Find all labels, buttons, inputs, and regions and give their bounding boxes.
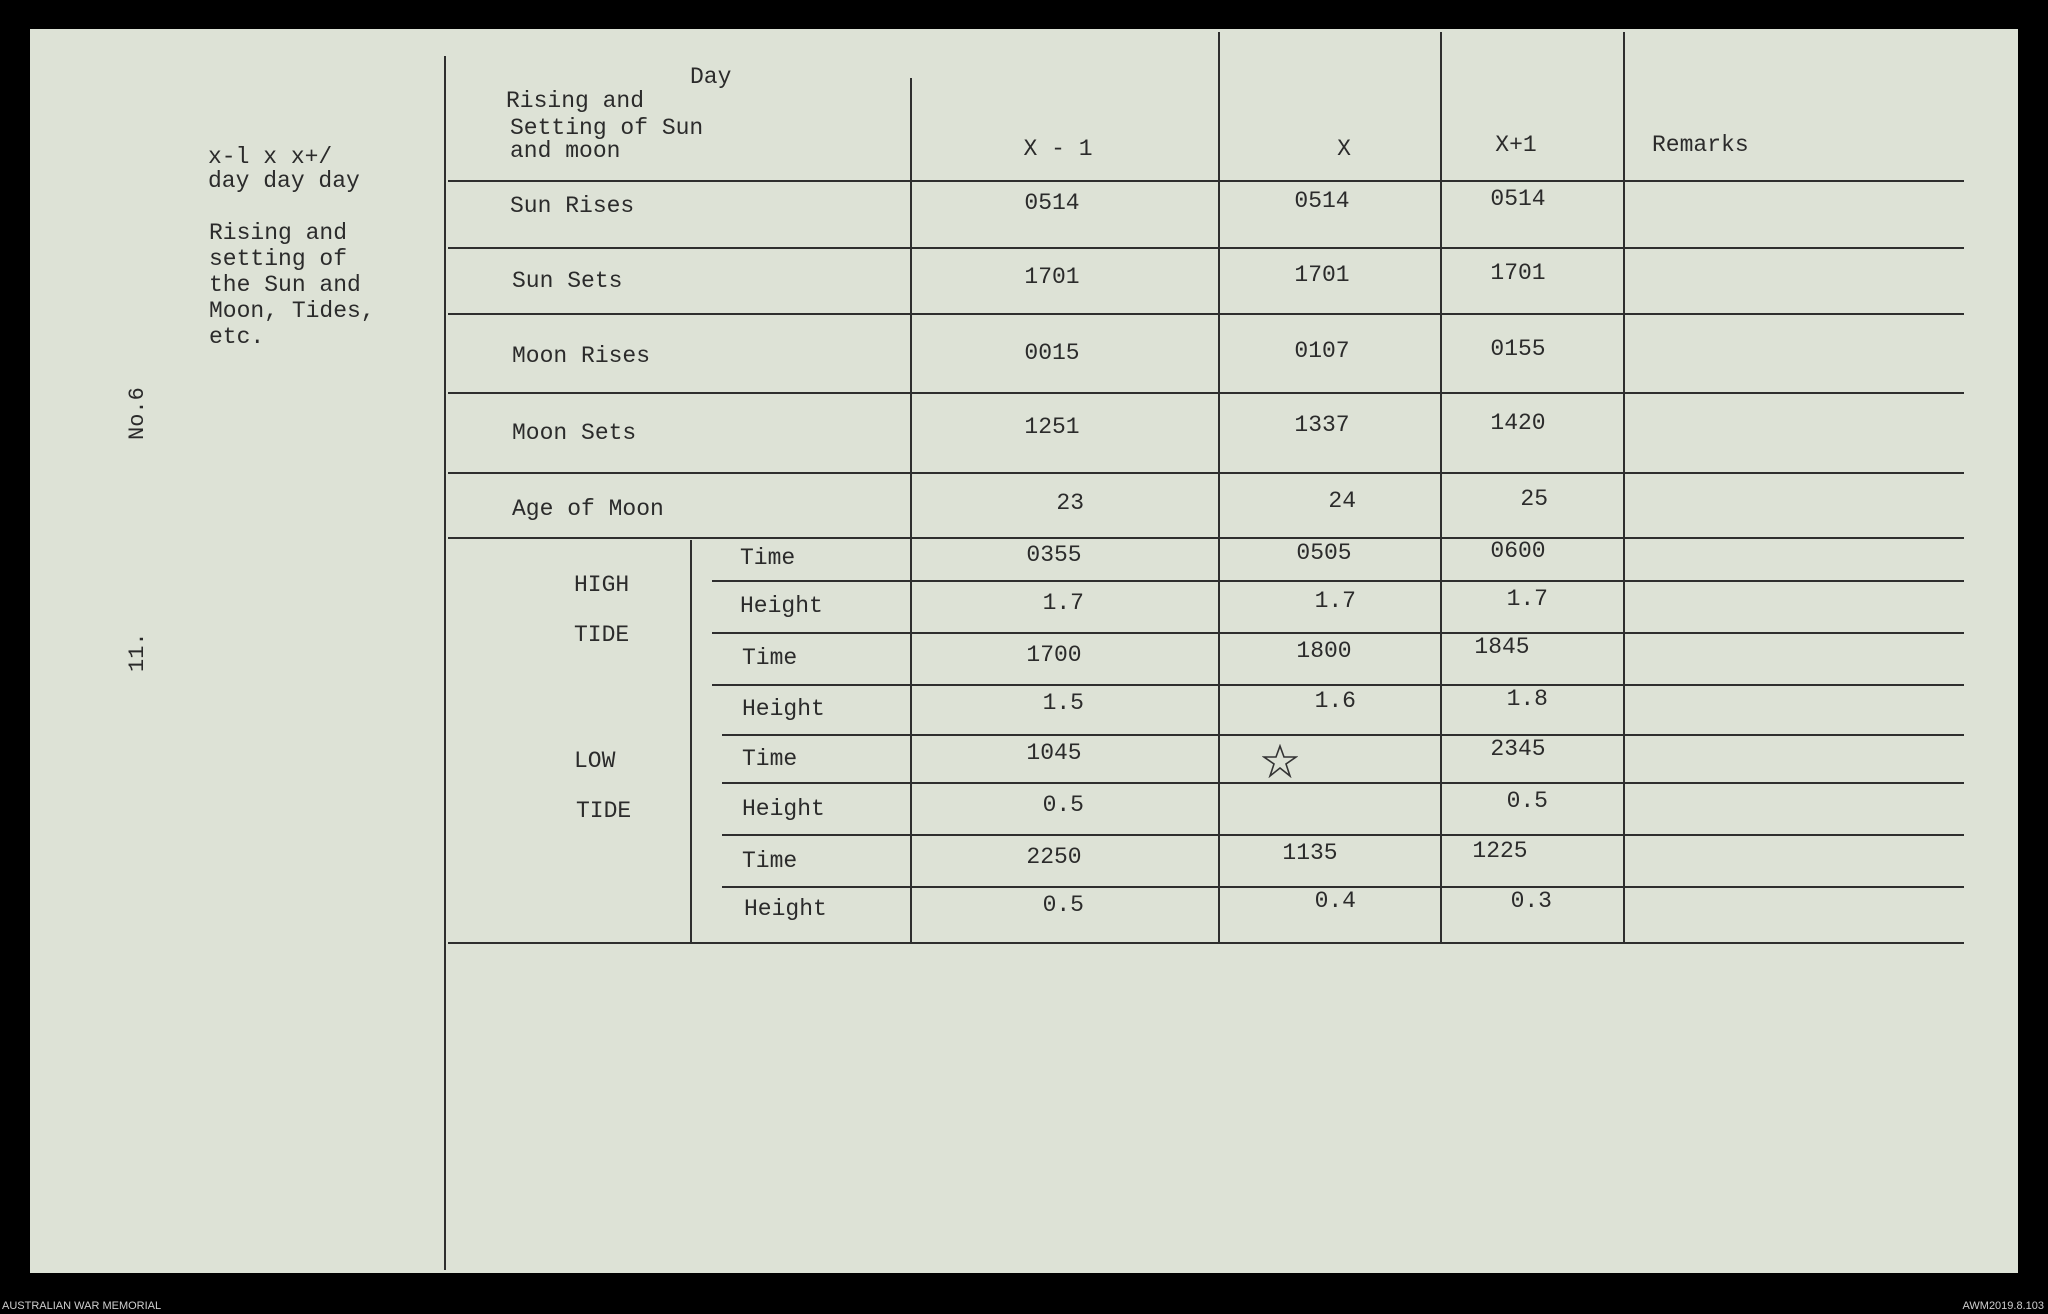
tide-row-2-x-plus-1: 1.7 [1506, 586, 1548, 612]
row-label-sun-rises: Sun Rises [510, 193, 635, 219]
legend-day-labels: day day day [208, 168, 360, 194]
high-tide-label-2: TIDE [574, 622, 630, 648]
row-rule-4 [448, 472, 1964, 474]
low-tide-label-1: LOW [574, 748, 616, 774]
tide-rule-6 [722, 834, 1964, 836]
tide-row-1-label: Time [740, 545, 796, 571]
cell-sun-sets-x: 1701 [1294, 262, 1350, 288]
tide-row-3-label: Time [742, 645, 798, 671]
legend-days: x-l x x+/ [208, 144, 333, 170]
row-label-age-of-moon: Age of Moon [512, 496, 664, 522]
high-tide-label-1: HIGH [574, 572, 630, 598]
sheet-number: No.6 [125, 387, 150, 440]
tide-row-4-x-plus-1: 1.8 [1506, 686, 1548, 712]
margin-description-3: the Sun and [209, 272, 361, 298]
tide-row-7-x-plus-1: 1225 [1472, 838, 1528, 864]
column-header-remarks: Remarks [1652, 132, 1749, 158]
cell-sun-rises-x-plus-1: 0514 [1490, 186, 1546, 212]
tide-row-4-label: Height [742, 696, 825, 722]
row-rule-1 [448, 247, 1964, 249]
header-caption-2: Setting of Sun [510, 115, 704, 141]
row-rule-3 [448, 392, 1964, 394]
cell-sun-sets-x-plus-1: 1701 [1490, 260, 1546, 286]
tide-row-5-x-plus-1: 2345 [1490, 736, 1546, 762]
header-caption-3: and moon [510, 138, 621, 164]
tide-row-4-x-minus-1: 1.5 [1042, 690, 1084, 716]
column-rule-3 [1440, 32, 1442, 944]
footer-accession-number: AWM2019.8.103 [1962, 1300, 2044, 1312]
remarks-rule [1623, 32, 1625, 944]
tide-row-8-x: 0.4 [1314, 888, 1356, 914]
column-header-x-plus-1: X+1 [1495, 132, 1537, 158]
column-header-x: X [1337, 136, 1351, 162]
cell-sun-rises-x-minus-1: 0514 [1024, 190, 1080, 216]
tide-rule-2 [712, 632, 1964, 634]
tide-row-6-x-plus-1: 0.5 [1506, 788, 1548, 814]
margin-description-4: Moon, Tides, [209, 298, 375, 324]
tide-row-6-x-minus-1: 0.5 [1042, 792, 1084, 818]
margin-description-5: etc. [209, 324, 265, 350]
tide-row-7-x: 1135 [1282, 840, 1338, 866]
cell-moon-sets-x-plus-1: 1420 [1490, 410, 1546, 436]
tide-label-rule [690, 540, 692, 944]
tide-row-5-label: Time [742, 746, 798, 772]
row-label-moon-sets: Moon Sets [512, 420, 637, 446]
cell-age-of-moon-x-minus-1: 23 [1056, 490, 1084, 516]
cell-moon-rises-x-plus-1: 0155 [1490, 336, 1546, 362]
margin-description-1: Rising and [209, 220, 348, 246]
row-rule-2 [448, 313, 1964, 315]
tide-row-7-label: Time [742, 848, 798, 874]
column-rule-2 [1218, 32, 1220, 944]
tide-row-8-x-plus-1: 0.3 [1510, 888, 1552, 914]
cell-sun-rises-x: 0514 [1294, 188, 1350, 214]
cell-sun-sets-x-minus-1: 1701 [1024, 264, 1080, 290]
tide-row-4-x: 1.6 [1314, 688, 1356, 714]
margin-description-2: setting of [209, 246, 348, 272]
tide-row-2-x-minus-1: 1.7 [1042, 590, 1084, 616]
tide-row-3-x-minus-1: 1700 [1026, 642, 1082, 668]
tide-row-8-label: Height [744, 896, 827, 922]
tide-row-3-x-plus-1: 1845 [1474, 634, 1530, 660]
tide-row-8-x-minus-1: 0.5 [1042, 892, 1084, 918]
cell-moon-rises-x: 0107 [1294, 338, 1350, 364]
row-label-moon-rises: Moon Rises [512, 343, 651, 369]
header-bottom-rule [448, 180, 1964, 182]
cell-moon-sets-x: 1337 [1294, 412, 1350, 438]
tide-row-1-x-minus-1: 0355 [1026, 542, 1082, 568]
column-header-x-minus-1: X - 1 [1023, 136, 1093, 162]
main-table-left-rule [444, 56, 446, 1270]
tide-row-2-x: 1.7 [1314, 588, 1356, 614]
tide-row-2-label: Height [740, 593, 823, 619]
tide-rule-5 [722, 782, 1964, 784]
tide-rule-3 [712, 684, 1964, 686]
row-rule-5 [448, 537, 1964, 539]
cell-moon-rises-x-minus-1: 0015 [1024, 340, 1080, 366]
column-rule-1 [910, 78, 912, 944]
star-mark-icon [1262, 744, 1298, 778]
tide-row-1-x-plus-1: 0600 [1490, 538, 1546, 564]
cell-age-of-moon-x: 24 [1328, 488, 1356, 514]
table-bottom-rule [448, 942, 1964, 944]
cell-moon-sets-x-minus-1: 1251 [1024, 414, 1080, 440]
tide-row-3-x: 1800 [1296, 638, 1352, 664]
tide-rule-1 [712, 580, 1964, 582]
row-label-sun-sets: Sun Sets [512, 268, 623, 294]
header-caption-1: Rising and [506, 88, 645, 114]
tide-row-6-label: Height [742, 796, 825, 822]
footer-credit: AUSTRALIAN WAR MEMORIAL [2, 1300, 162, 1312]
cell-age-of-moon-x-plus-1: 25 [1520, 486, 1548, 512]
page-number: 11. [125, 632, 150, 672]
tide-row-7-x-minus-1: 2250 [1026, 844, 1082, 870]
header-day: Day [690, 64, 732, 90]
tide-row-1-x: 0505 [1296, 540, 1352, 566]
tide-rule-4 [722, 734, 1964, 736]
low-tide-label-2: TIDE [576, 798, 632, 824]
tide-row-5-x-minus-1: 1045 [1026, 740, 1082, 766]
